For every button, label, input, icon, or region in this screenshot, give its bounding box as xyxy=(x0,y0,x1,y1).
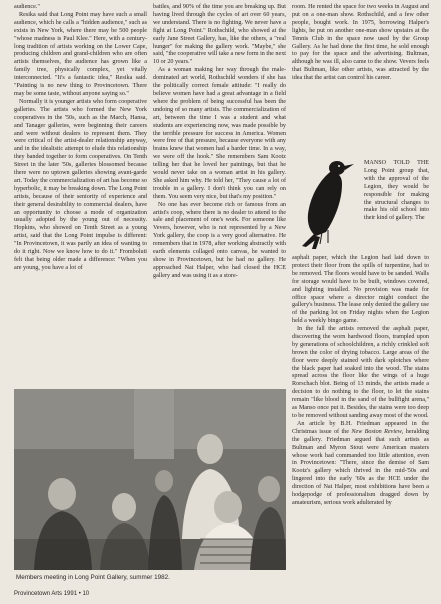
paragraph: As a woman making her way through the male-dominated art world, Rothschild wonders if she has the politically correct female attitude: "I really do believe women have had a great advantage in a field where the problem of being successful has been the undoing of so many artists. The commercialization of art, between the time I was a student and what students are experiencing now, was made possible by the terrible pressure for success in America. Women were free of that pressure, because everyone with any brains knew that women had a harder time. In a way, we were off the hook." She remembers Sam Kootz telling her that he loved her paintings, but that he would never take on a woman artist in his gallery. She asked him why. He told her, "They cause a lot of trouble in a gallery. I don't think you can rely on them. You seem very nice, but that's my position." xyxy=(153,67,286,200)
paragraph: battles, and 90% of the time you are breaking up. But having lived through the cycles of art over 60 years, we understand. There is no fighting. We never have a fight at Long Point." Rothschild, who showed at the early Jane Street Gallery, has, like the others, a "real hunger" for making the gallery work. "Maybe," she said, "the cooperative will take a new form in the next 10 or 20 years." xyxy=(153,4,286,66)
photo-illustration xyxy=(14,389,286,570)
text-column-3 xyxy=(292,4,429,506)
paragraph: Normally it is younger artists who form cooperative galleries. The artists who formed the New York cooperatives in the '50s, such as the March, Hansa, and Tanager galleries, were beginning their careers and were without dealers to represent them. They were critical of the artist-dealer relationship anyway, and in the idealistic attempt to elude this relationship they banded together to form cooperatives. On Tenth Street in the later '50s, galleries blossomed because there were no uptown galleries showing avant-garde art. Today the commercialization of art has become so hyperbolic, it may be breaking down. The Long Point artists, because of their seniority of experience and their general desirability to commercial dealers, have an opportunity to choose a mode of organization usually adopted by the young out of necessity. Hopkins, who showed on Tenth Street as a young artist, said that the Long Point impulse is different: "In Provincetown, it was partly an idea of wanting to do it right. Now we know how to do it." Fromboluti felt that being older made a difference: "When you are young, you have a lot of xyxy=(14,98,147,271)
paragraph: No one has ever become rich or famous from an artist's coop, where there is no dealer to attend to the sale and placement of one's work. For someone like Vevers, however, who is not represented by a New York gallery, the coop is a very good alternative. He remembers that in 1978, after working abstractly with earth elements collaged onto canvas, he wanted to show in Provincetown, but he had no gallery. He approached Nat Halper, who had closed the HCE gallery and was using it as a store- xyxy=(153,201,286,279)
page-footer: Provincetown Arts 1991 • 10 xyxy=(14,591,90,597)
paragraph: audience." xyxy=(14,4,40,10)
text-column-1 xyxy=(14,4,147,273)
publication-title: New Boston Review xyxy=(351,428,402,435)
crow-illustration xyxy=(292,154,358,250)
paragraph: In the fall the artists removed the asphalt paper, discovering the worn hardwood floors, trampled upon by generations of schoolchildren, a richly crinkled soft brown the color of drying tobacco. Large areas of the floor were deeply stained with dark splotches where the black paper had soaked into the wood. The stains spread across the floor like the wings of a huge Rorschach blot. Being of 13 minds, the artists made a decision to do nothing to the floor, to let the stains remain "like blood in the sand of the bullfight arena," as Manso once put it. Besides, the stains were too deep to be removed without sanding away most of the wood. xyxy=(292,326,429,419)
paragraph: asphalt paper, which the Legion had laid down to protect their floor from the spills of turpentine, had to be removed. The floors would have to be sanded. Walls for storage would have to be built, windows covered, and lighting installed. No provision was made for office space where a director might conduct the gallery's business. The lease only denied the gallery use of the parking lot on Friday nights when the Legion held a weekly bingo game. xyxy=(292,255,429,325)
text-column-3-lower xyxy=(292,326,429,508)
paragraph: Resika said that Long Point may have such a small audience, which he calls a "hidden audience," such as exists in New York, where there may be 500 people "whose madness is Paul Klee." Here, with a century-long tradition of artists working on the Lower Cape, producing children and grand-children who are often artists themselves, the audience has grown like a family tree, physically complex, yet vitally interconnected. "It's a fantastic idea," Resika said. "Painting is no new thing to Provincetown. There may be some taste, without anyone saying so." xyxy=(14,11,147,97)
text-column-2 xyxy=(153,4,286,281)
paragraph: room. He rented the space for two weeks in August and put on a one-man show. Rothschild, and a few other people, bought work. In 1975, borrowing Halper's lights, he put on another one-man show upstairs at the Tennis Club in the space now used by the Group Gallery. As he had done the first time, he sold enough to pay for the space and the advertising. Bultman, although he was ill, also came to the show. Vevers feels that Bultman, like other artists, was attracted by the idea that the artist can control his career. xyxy=(292,4,429,82)
text-run: An article by B.H. Friedman appeared in the Christmas issue of the xyxy=(292,420,429,435)
photo-caption: Members meeting in Long Point Gallery, summer 1982. xyxy=(16,574,170,581)
text-run: , heralding the gallery. Friedman argued that such artists as Bultman and Myron Stout were American masters whose work had commanded too little attention, even in Provincetown: "There, since the demise of Sam Kootz's gallery which thrived in the mid-'50s and lingered into the early '60s as the HCE under the direction of Nat Halper, most exhibitions have been a hodgepodge of professionalism dragged down by amateurism, serious work adulterated by xyxy=(292,428,429,506)
gallery-meeting-photo xyxy=(14,389,286,570)
crow-icon xyxy=(292,154,358,250)
paragraph xyxy=(292,421,429,508)
paragraph-beside-crow: MANSO TOLD THE Long Point group that, with the approval of the Legion, they would be responsible for making the structural changes to make his old school into their kind of gallery. The xyxy=(364,160,429,222)
